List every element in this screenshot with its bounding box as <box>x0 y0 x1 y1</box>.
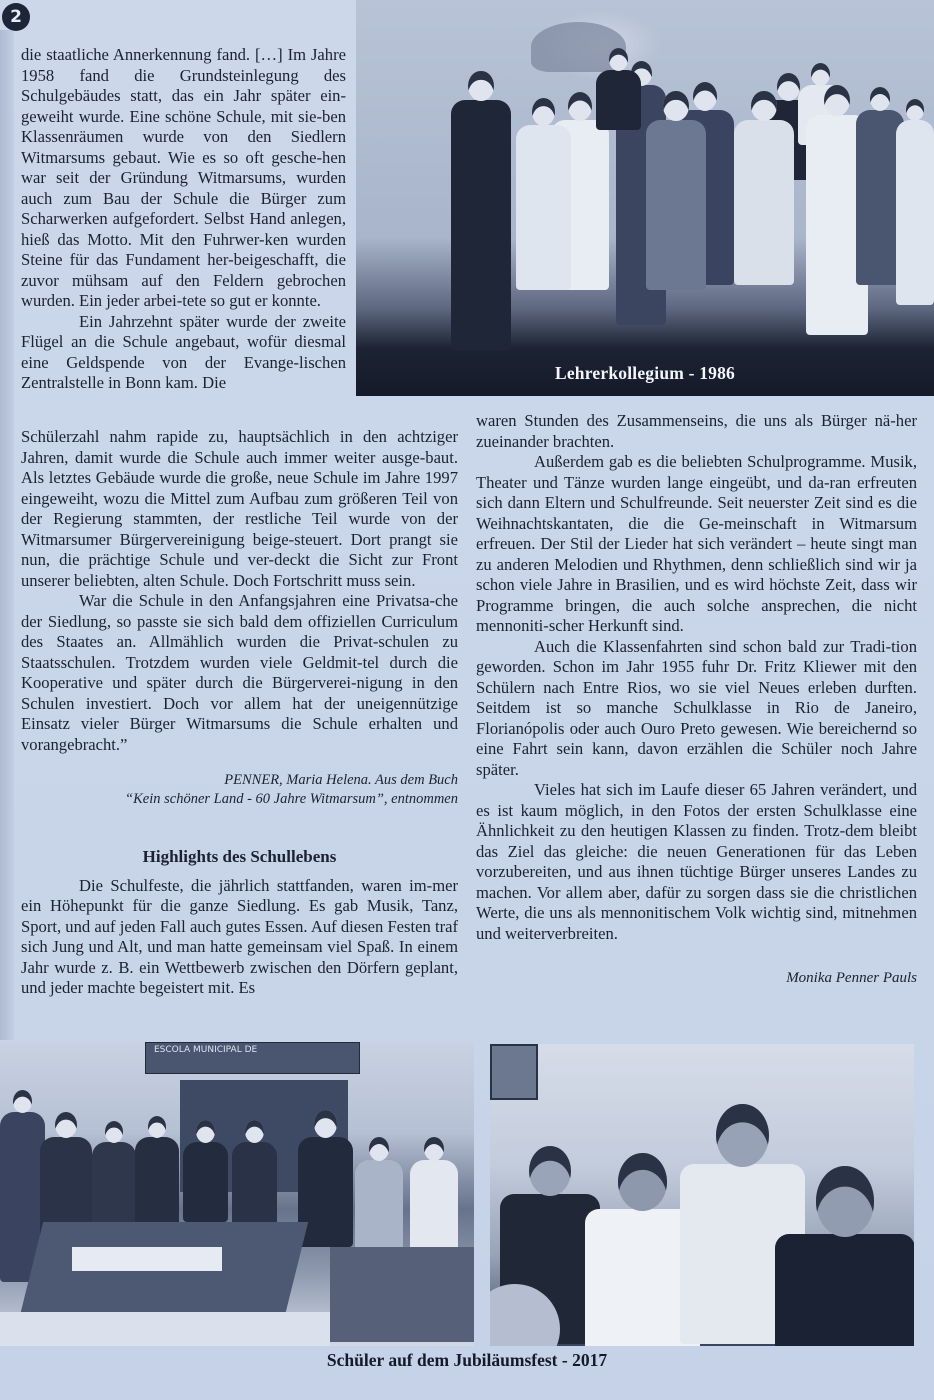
person-head <box>424 1137 444 1161</box>
article-paragraph: waren Stunden des Zusammenseins, die uns als Bürger nä-her zueinander brachten. <box>476 411 917 451</box>
person-head <box>568 92 592 121</box>
person-figure <box>775 1234 914 1346</box>
page-number-badge: 2 <box>2 3 30 31</box>
article-paragraph: Auch die Klassenfahrten sind schon bald zur Tradi-tion geworden. Schon im Jahr 1955 fuhr Dr. Fritz Kliewer mit den Schülern nach Entre Rios, wo sie viel Neues erleben durften. Seitdem ist so manche Schulklasse in Rio de Janeiro, Florianópolis oder auch Ouro Preto gewesen. Wie bereichernd so eine Fahrt sein kann, davon erzählen die Schüler noch Jahre später. <box>476 636 917 779</box>
source-citation <box>21 771 458 809</box>
school-banner <box>145 1042 360 1074</box>
bottom-photo-caption: Schüler auf dem Jubiläumsfest - 2017 <box>326 1350 608 1370</box>
article-column-right <box>476 411 917 989</box>
person-head <box>716 1104 769 1167</box>
person-head <box>532 98 555 126</box>
article-paragraph: Die Schulfeste, die jährlich stattfanden, waren im-mer ein Höhepunkt für die ganze Siedlung. Es gab Musik, Tanz, Sport, und auf jeden Fall auch gutes Essen. Auf diesen Festen traf sich Jung und Alt, und man hatte gemeinsam viel Spaß. In einem Jahr wurde z. B. ein Wettbewerb zwischen den Dörfern geplant, und jeder machte begeistert mit. Es <box>21 875 458 997</box>
students-model-photo <box>0 1042 474 1346</box>
section-heading: Highlights des Schullebens <box>142 847 337 866</box>
author-signature: Monika Penner Pauls <box>786 970 917 986</box>
person-head <box>870 87 890 111</box>
article-paragraph: Außerdem gab es die beliebten Schulprogramme. Musik, Theater und Tänze wurden lange eingeübt, und da-ran erfreuten sich dann Eltern und Schulfreunde. Seit neuerster Zeit sind es die Weihnachtskantaten, die die Ge-meinschaft in Witmarsum erfreuen. Der Stil der Lieder hat sich verändert – heute singt man zu anderen Melodien und Rhythmen, denn schließlich sind wir ja schon viele Jahre in Brasilien, und es wird höchste Zeit, dass wir Programme bringen, die auch solche ansprechen, die nicht mennoniti-scher Herkunft sind. <box>476 452 917 635</box>
person-figure <box>183 1142 228 1222</box>
article-paragraph: die staatliche Annerkennung fand. […] Im Jahre 1958 fand die Grundsteinlegung des Schulgebäudes statt, das ein Jahr später ein-geweiht wurde. Eine schöne Schule, mit sie-ben Klassenräumen wurde von den Siedlern Witmarsums gebaut. Wie es so oft gesche-hen war seit der Gründung Witmarsums, wurden auch zum Bau der Schule die Bürger zum Scharwerken aufgefordert. Selbst Hand anlegen, hieß das Motto. Mit den Fuhrwer-ken wurden Steine für das Fundament her-beigeschafft, die zuvor mühsam auf den Feldern gebrochen wurden. Ein jeder arbei-tete so gut er konnte. <box>21 45 346 310</box>
person-head <box>468 71 493 101</box>
article-paragraph: Vieles hat sich im Laufe dieser 65 Jahren verändert, und es ist kaum möglich, in den Fotos der ersten Schulklasse eine Ähnlichkeit zu den heutigen Klassen zu finden. Trotz-dem bleibt das Ziel das gleiche: die neuen Generationen für das Leben vorzubereiten, und aus ihnen tüchtige Bürger unseres Landes zu machen. Vor allem aber, dafür zu sorgen dass sie die christlichen Werte, die uns als mennonitischem Volk wichtig sind, mitnehmen und weiterverbreiten. <box>476 780 917 943</box>
person-head <box>245 1120 264 1143</box>
person-head <box>811 63 830 86</box>
source-line: “Kein schöner Land - 60 Jahre Witmarsum”, entnommen <box>125 791 458 807</box>
person-head <box>196 1120 215 1143</box>
staff-photo-caption: Lehrerkollegium - 1986 <box>554 363 736 383</box>
person-head <box>693 82 717 111</box>
person-head <box>618 1153 666 1211</box>
person-figure <box>646 120 706 290</box>
staff-photo <box>356 0 934 396</box>
person-figure <box>596 70 641 130</box>
article-paragraph: Schülerzahl nahm rapide zu, hauptsächlich in den achtziger Jahren, damit wurde die Schule auch immer weiter ausge-baut. Als letztes Gebäude wurde die große, neue Schule im Jahre 1997 eingeweiht, wozu die Mittel zum Aufbau zum größeren Teil von der Regierung stammten, der restliche Teil wurde von der Witmarsumer Bürgervereinigung beige-steuert. Dort prangt sie nun, die prächtige Schule und ver-deckt die Sicht zur Front unserer beliebten, alten Schule. Doch Fortschritt muss sein. <box>21 427 458 590</box>
person-head <box>55 1112 77 1138</box>
person-figure <box>734 120 794 285</box>
article-column-left-top <box>21 45 346 394</box>
source-line: PENNER, Maria Helena. Aus dem Buch <box>224 772 458 788</box>
person-head <box>816 1166 875 1237</box>
display-table <box>330 1247 474 1342</box>
person-head <box>148 1116 166 1138</box>
person-head <box>751 91 776 121</box>
person-figure <box>516 125 571 290</box>
person-head <box>13 1090 32 1113</box>
person-figure <box>298 1137 353 1247</box>
person-head <box>529 1146 571 1196</box>
person-head <box>777 73 800 101</box>
person-figure <box>451 100 511 350</box>
person-head <box>824 85 850 116</box>
model-building <box>72 1247 222 1271</box>
person-head <box>663 91 688 121</box>
article-column-left <box>21 427 458 999</box>
person-head <box>369 1137 389 1161</box>
page-edge <box>0 30 14 1040</box>
article-paragraph: Ein Jahrzehnt später wurde der zweite Flügel an die Schule angebaut, wofür diesmal eine Geldspende von der Evange-lischen Zentralstelle in Bonn kam. Die <box>21 311 346 392</box>
article-paragraph: War die Schule in den Anfangsjahren eine Privatsa-che der Siedlung, so passte sie sich bald dem offiziellen Curriculum des Staates an. Allmählich wurden die Privat-schulen zu Staatsschulen. Trotzdem wurden viele Geldmit-tel durch die Kooperative und später durch die Bürgerverei-nigung in den Schulen investiert. Doch vor allem hat der uneigennützige Einsatz vieler Bürger Witmarsums die Schule erhalten und vorangebracht.” <box>21 591 458 754</box>
banner-text: ESCOLA MUNICIPAL DE <box>154 1045 258 1055</box>
person-figure <box>232 1142 277 1232</box>
person-head <box>609 48 628 71</box>
person-head <box>314 1110 337 1138</box>
person-head <box>906 99 924 121</box>
person-figure <box>896 120 934 305</box>
students-portrait-photo <box>490 1044 914 1346</box>
person-head <box>105 1121 123 1143</box>
table-cloth <box>0 1312 330 1346</box>
wall-frame <box>490 1044 538 1100</box>
